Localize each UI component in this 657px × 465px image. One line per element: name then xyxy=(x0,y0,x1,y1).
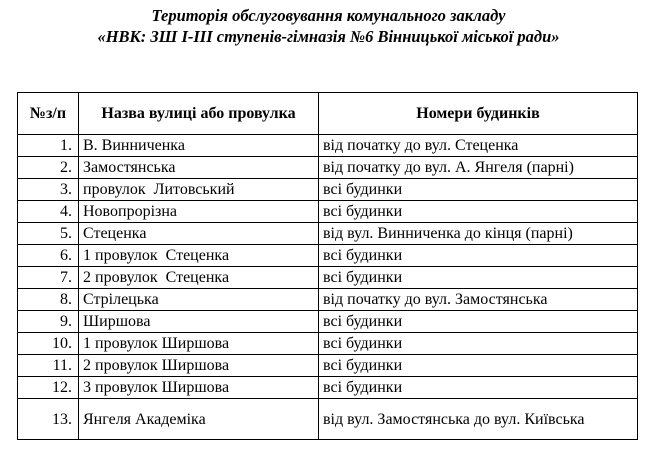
table-row xyxy=(18,223,638,245)
row-houses-cell: від початку до вул. А. Янгеля (парні) xyxy=(319,157,638,179)
document-title-line-2: «НВК: ЗШ І-ІІІ ступенів-гімназія №6 Вінницької міської ради» xyxy=(97,27,560,46)
row-houses-cell: від вул. Замостянська до вул. Київська xyxy=(319,399,638,440)
row-number-cell: 12. xyxy=(18,377,79,399)
streets-table xyxy=(17,92,638,440)
row-houses-cell: всі будинки xyxy=(319,355,638,377)
row-number-cell: 5. xyxy=(18,223,79,245)
row-number-cell: 1. xyxy=(18,135,79,157)
row-houses-cell: всі будинки xyxy=(319,311,638,333)
row-houses-cell: всі будинки xyxy=(319,333,638,355)
table-row xyxy=(18,179,638,201)
row-street-cell: Новопрорізна xyxy=(79,201,319,223)
header-street-name: Назва вулиці або провулка xyxy=(79,93,319,135)
row-street-cell: Стеценка xyxy=(79,223,319,245)
row-street-cell: 2 провулок Ширшова xyxy=(79,355,319,377)
table-row xyxy=(18,201,638,223)
header-number: №з/п xyxy=(18,93,79,135)
row-street-cell: провулок Литовський xyxy=(79,179,319,201)
table-row xyxy=(18,355,638,377)
row-number-cell: 9. xyxy=(18,311,79,333)
table-row xyxy=(18,267,638,289)
row-houses-cell: всі будинки xyxy=(319,267,638,289)
table-row xyxy=(18,399,638,440)
header-house-numbers: Номери будинків xyxy=(319,93,638,135)
table-header-row xyxy=(18,93,638,135)
table-row xyxy=(18,157,638,179)
row-street-cell: 1 провулок Ширшова xyxy=(79,333,319,355)
row-houses-cell: всі будинки xyxy=(319,377,638,399)
row-street-cell: Янгеля Академіка xyxy=(79,399,319,440)
row-number-cell: 6. xyxy=(18,245,79,267)
row-street-cell: Ширшова xyxy=(79,311,319,333)
row-houses-cell: від початку до вул. Замостянська xyxy=(319,289,638,311)
row-street-cell: 1 провулок Стеценка xyxy=(79,245,319,267)
row-houses-cell: від початку до вул. Стеценка xyxy=(319,135,638,157)
row-number-cell: 4. xyxy=(18,201,79,223)
table-row xyxy=(18,311,638,333)
row-street-cell: В. Винниченка xyxy=(79,135,319,157)
table-row xyxy=(18,135,638,157)
row-street-cell: Стрілецька xyxy=(79,289,319,311)
row-number-cell: 8. xyxy=(18,289,79,311)
row-number-cell: 13. xyxy=(18,399,79,440)
row-number-cell: 3. xyxy=(18,179,79,201)
row-street-cell: 2 провулок Стеценка xyxy=(79,267,319,289)
row-street-cell: 3 провулок Ширшова xyxy=(79,377,319,399)
row-number-cell: 7. xyxy=(18,267,79,289)
row-number-cell: 2. xyxy=(18,157,79,179)
row-street-cell: Замостянська xyxy=(79,157,319,179)
row-houses-cell: всі будинки xyxy=(319,179,638,201)
table-row xyxy=(18,377,638,399)
row-houses-cell: від вул. Винниченка до кінця (парні) xyxy=(319,223,638,245)
row-houses-cell: всі будинки xyxy=(319,245,638,267)
row-houses-cell: всі будинки xyxy=(319,201,638,223)
table-row xyxy=(18,245,638,267)
table-row xyxy=(18,289,638,311)
document-title-line-1: Територія обслуговування комунального закладу xyxy=(151,6,506,25)
row-number-cell: 10. xyxy=(18,333,79,355)
table-row xyxy=(18,333,638,355)
row-number-cell: 11. xyxy=(18,355,79,377)
